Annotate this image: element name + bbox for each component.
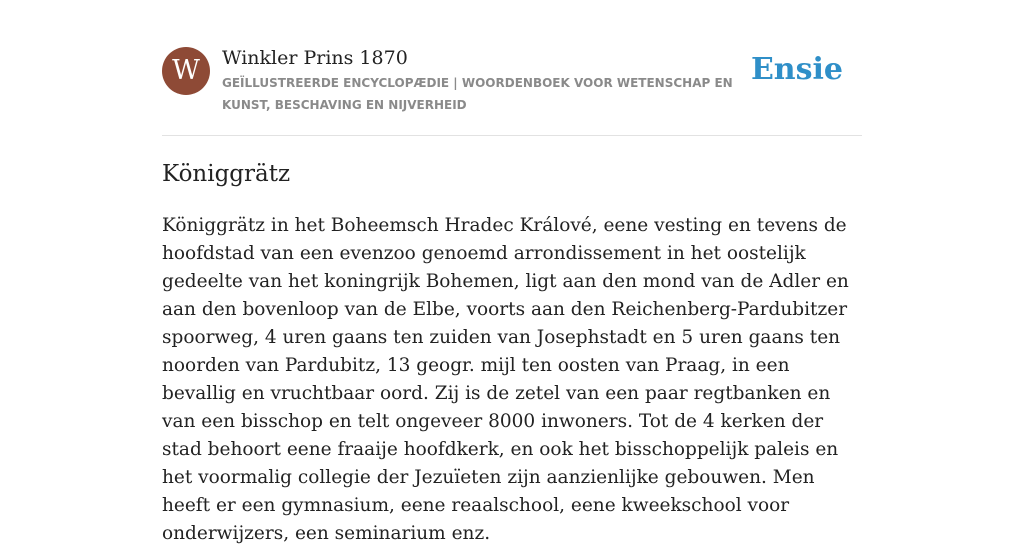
entry-title: Königgrätz (162, 161, 291, 187)
ensie-logo[interactable]: Ensie (750, 52, 843, 87)
header-divider (162, 135, 862, 136)
source-header (162, 46, 862, 116)
source-title[interactable]: Winkler Prins 1870 (222, 47, 408, 69)
source-subtitle: GEÏLLUSTREERDE ENCYCLOPÆDIE | WOORDENBOEK VOOR WETENSCHAP EN KUNST, BESCHAVING EN NIJVERHEID (222, 76, 733, 112)
entry-body: Königgrätz in het Boheemsch Hradec Králové, eene vesting en tevens de hoofdstad van een evenzoo genoemd arrondissement in het oostelijk gedeelte van het koningrijk Bohemen, ligt aan den mond van de Adler en aan den bovenloop van de Elbe, voorts aan den Reichenberg-Pardubitzer spoorweg, 4 uren gaans ten zuiden van Josephstadt en 5 uren gaans ten noorden van Pardubitz, 13 geogr. mijl ten oosten van Praag, in een bevallig en vruchtbaar oord. Zij is de zetel van een paar regtbanken en van een bisschop en telt ongeveer 8000 inwoners. Tot de 4 kerken der stad behoort eene fraaije hoofdkerk, en ook het bisschoppelijk paleis en het voormalig collegie der Jezuïeten zijn aanzienlijke gebouwen. Men heeft er een gymnasium, eene reaalschool, eene kweekschool voor onderwijzers, een seminarium enz. (162, 215, 849, 544)
source-avatar[interactable]: W (162, 47, 210, 95)
